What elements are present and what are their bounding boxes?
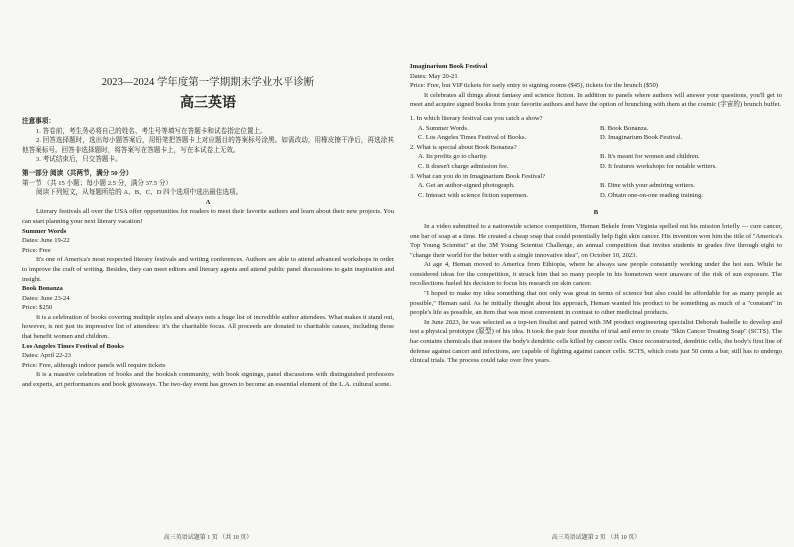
- options-row: [410, 133, 782, 143]
- festival-text: It celebrates all things about fantasy and science fiction. In addition to panels where authors will answer your questions, you'll get to meet and acquire signed books from your favorite authors and have the option of brunching with them at the cosmic (宇宙的) brunch buffet.: [410, 91, 782, 109]
- festival-name: Summer Words: [22, 227, 67, 235]
- passage-intro: Literary festivals all over the USA offer opportunities for readers to meet their favorite authors and learn about their new projects. You can start planning your next literary vacation!: [22, 208, 394, 225]
- exam-title: 2023—2024 学年度第一学期期末学业水平诊断: [101, 77, 315, 88]
- festival-dates: Dates: May 20-21: [410, 72, 458, 80]
- passage-letter: B: [593, 209, 599, 217]
- option: C. It doesn't charge admission fee.: [418, 162, 509, 170]
- page-footer: 高三英语试题第 2 页 （共 10 页）: [551, 535, 641, 541]
- section-heading: 第一节 （共 15 小题；每小题 2.5 分，满分 37.5 分）: [22, 179, 173, 187]
- festival-text: It is a massive celebration of books and the bookish community, with book signings, panel discussions with distinguished professors and experts, art performances and book giveaways. The two-day event has grown to become an essential element of the L.A. cultural scene.: [22, 371, 394, 389]
- notice-item: 3. 考试结束后，只交答题卡。: [36, 156, 122, 164]
- options-row: [410, 191, 782, 201]
- festival-dates: Dates: June 19-22: [22, 237, 70, 245]
- subject-title: 高三英语: [180, 96, 236, 111]
- notice-item: 2. 回答选择题时，选出每小题答案后，用铅笔把答题卡上对应题目的答案标号涂黑。如需改动，用橡皮擦干净后，再选涂其他答案标号。回答非选择题时，将答案写在答题卡上，写在本试卷上无效。: [22, 137, 394, 154]
- passage-paragraph: In a video submitted to a nationwide science competition, Heman Bekele from Virginia spelled out his mission briefly — cure cancer, one bar of soap at a time. He created a cheap soap that could potentially help fight skin cancer. His invention won him the title of "America's Top Young Scientist" at the 3M Young Scientist Challenge, an annual competition that invites students in grades five through eight to "change their world for the better with a single innovative idea", on October 10, 2023.: [410, 222, 782, 259]
- right-page: [410, 0, 782, 547]
- festival-dates: Dates: April 22-23: [22, 352, 72, 360]
- instruction: 阅读下列短文，从每题所给的 A、B、C、D 四个选项中选出最佳选项。: [36, 189, 243, 197]
- festival-price: Price: Free: [22, 246, 51, 254]
- option: B. It's meant for women and children.: [600, 153, 700, 161]
- option: C. Los Angeles Times Festival of Books.: [418, 134, 527, 142]
- notice-item: 1. 答卷前，考生务必将自己的姓名、考生号等填写在答题卡和试卷指定位置上。: [36, 127, 267, 135]
- page-footer: 高三英语试题第 1 页 （共 10 页）: [163, 535, 253, 541]
- option: A. Summer Words.: [418, 124, 469, 132]
- question: 2. What is special about Book Bonanza?: [410, 143, 517, 151]
- option: B. Dine with your admiring writers.: [600, 182, 695, 190]
- option: D. It features workshops for notable writers.: [600, 162, 717, 170]
- festival-name: Los Angeles Times Festival of Books: [22, 342, 124, 350]
- festival-dates: Dates: June 23-24: [22, 294, 70, 302]
- passage-letter: A: [205, 198, 211, 206]
- options-row: [410, 124, 782, 134]
- passage-paragraph: In June 2023, he was selected as a top-ten finalist and paired with 3M product engineering specialist Deborah Isabelle to develop and test a physical prototype (原型) of his idea. It took the pair four months of trial and error to create "Skin Cancer Treating Soap" (SCTS). The bar contains chemicals that restore the body's dendritic cells killed by cancer cells. Once reconstructed, dendritic cells, the body's first line of defense against cancer and infections, are capable of fighting against cancer cells. SCTS, which costs just 50 cents a bar, still has to undergo clinical trials. The process could take over five years.: [410, 318, 782, 365]
- festival-price: Price: Free, but VIP tickets for early entry to signing rooms ($45), tickets for the brunch ($50): [410, 82, 658, 90]
- option: C. Interact with science fiction supermen.: [418, 191, 529, 199]
- festival-price: Price: Free, although indoor panels will require tickets: [22, 361, 166, 369]
- option: D. Obtain one-on-one reading training.: [600, 191, 703, 199]
- festival-text: It is a celebration of books covering multiple styles and always nets a huge list of incredible author attendees. What makes it stand out, however, is not just its impressive list of attendees: it's the charitable focus. All proceeds are donated to charitable causes, including those that benefit women and children.: [22, 313, 394, 341]
- question: 1. In which literary festival can you catch a show?: [410, 114, 543, 122]
- question: 3. What can you do in Imaginarium Book Festival?: [410, 172, 546, 180]
- option: B. Book Bonanza.: [600, 124, 649, 132]
- festival-name: Book Bonanza: [22, 285, 63, 293]
- part-heading: 第一部分 阅读（共两节，满分 50 分）: [22, 169, 133, 177]
- option: A. Its profits go to charity.: [418, 153, 488, 161]
- left-page: [22, 0, 394, 547]
- passage-paragraph: "I hoped to make my idea something that not only was great in terms of science but also could be affordable for as many people as possible," Heman said. As he initially thought about his approach, Heman wanted his product to be something as much of a "constant" in people's life as possible, an item that was most convenient in contrast to other medicinal products.: [410, 290, 782, 317]
- options-row: [410, 181, 782, 191]
- options-row: [410, 152, 782, 162]
- passage-paragraph: At age 4, Heman moved to America from Ethiopia, where he always saw people constantly working under the hot sun. While he considered ideas for the competition, it struck him that so many people in his hometown were unaware of the risk of sun exposure. The recollections fueled his decision to focus his research on skin cancer.: [410, 261, 782, 288]
- option: D. Imaginarium Book Festival.: [600, 134, 683, 142]
- festival-name: Imaginarium Book Festival: [410, 63, 488, 70]
- options-row: [410, 162, 782, 172]
- festival-price: Price: $250: [22, 304, 53, 312]
- notice-heading: 注意事项：: [22, 118, 55, 125]
- option: A. Get an author-signed photograph.: [418, 182, 515, 190]
- festival-text: It's one of America's most respected literary festivals and writing conferences. Authors are able to attend advanced workshops in order to improve the craft of writing. Besides, they can meet editors and literary agents and attend public panel discussions to gain inspiration and insight.: [22, 256, 394, 283]
